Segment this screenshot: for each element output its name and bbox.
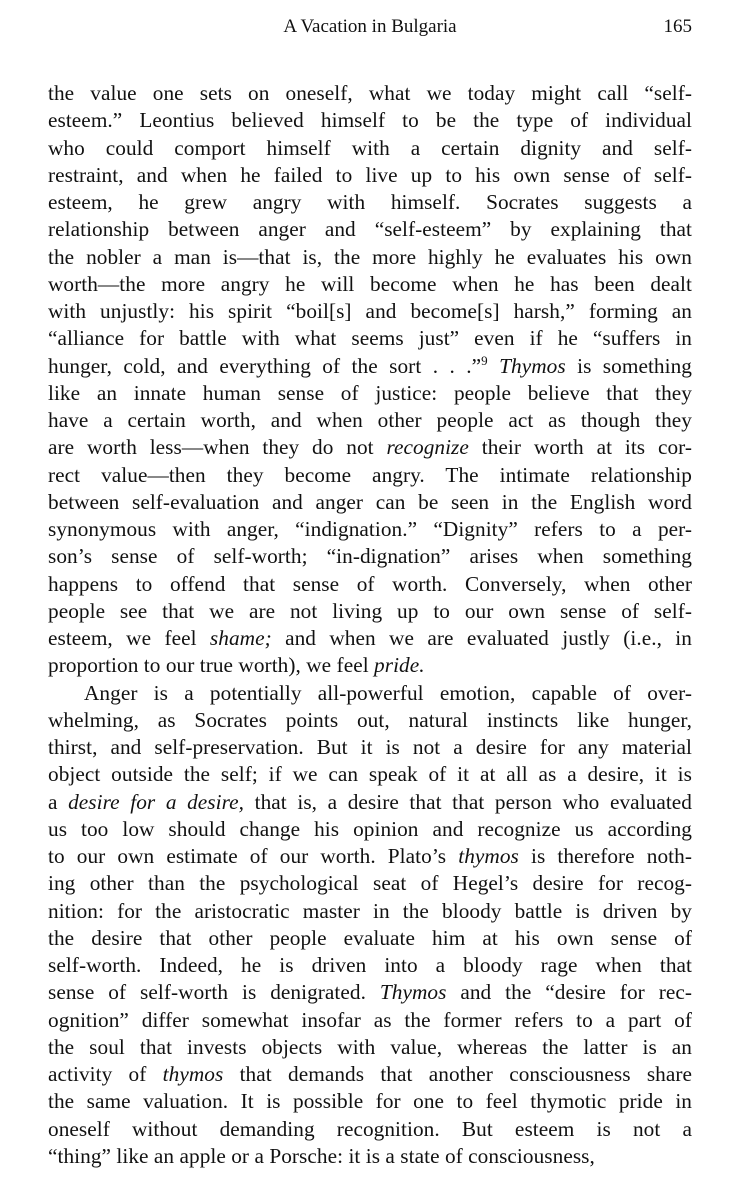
text-line [48,543,692,570]
footnote-reference: 9 [481,352,488,368]
text-segment: a [48,789,69,814]
text-segment: “alliance for battle with what seems just” even if he “suffers in [48,326,692,351]
italic-text: Thymos [379,980,447,1005]
text-segment: and when we are evaluated justly (i.e., in [271,626,692,650]
text-segment: us too low should change his opinion and recognize us according [48,816,692,841]
text-segment [488,354,499,378]
text-segment: esteem, he grew angry with himself. Socrates suggests a [48,190,692,214]
running-head: A Vacation in Bulgaria [283,16,457,37]
italic-text: thymos [458,844,519,868]
text-line [48,925,692,952]
text-segment: with unjustly: his spirit “boil[s] and become[s] harsh,” forming an [48,299,692,323]
text-segment: the soul that invests objects with value, whereas the latter is an [48,1034,692,1059]
text-segment: synonymous with anger, “indignation.” “Dignity” refers to a per- [48,517,692,541]
body-text [48,80,692,1170]
text-line [48,1143,692,1170]
text-segment: that demands that another consciousness share [223,1062,692,1086]
text-segment: hunger, cold, and everything of the sort . . .” [48,353,482,378]
text-line [48,898,692,925]
paragraph-1 [48,80,692,680]
text-line [48,1007,692,1034]
text-segment: rect value—then they become angry. The intimate relationship [48,462,692,487]
text-segment: nition: for the aristocratic master in the bloody battle is driven by [48,898,692,923]
text-segment: and the “desire for rec- [446,980,692,1005]
text-segment: the same valuation. It is possible for one to feel thymotic pride in [48,1089,692,1114]
text-segment: who could comport himself with a certain dignity and self- [48,135,692,160]
text-segment: is therefore noth- [518,844,692,868]
text-line [48,107,692,134]
italic-text: desire for a desire, [68,789,245,814]
text-line [48,325,692,352]
italic-text: recognize [386,435,469,460]
text-segment: self-worth. Indeed, he is driven into a bloody rage when that [48,953,692,977]
text-segment: happens to offend that sense of worth. Conversely, when other [48,571,692,596]
text-segment: son’s sense of self-worth; “in-dignation” arises when something [48,544,692,569]
text-segment: whelming, as Socrates points out, natural instincts like hunger, [48,707,692,732]
text-line [48,652,692,679]
italic-text: Thymos [499,353,566,378]
text-segment: activity of [48,1062,163,1086]
text-line [48,407,692,434]
text-line [48,789,692,816]
text-line [48,1116,692,1143]
text-segment: esteem, we feel [48,626,210,650]
paragraph-2 [48,680,692,1171]
text-segment: have a certain worth, and when other people act as though they [48,408,692,432]
text-segment: restraint, and when he failed to live up to his own sense of self- [48,162,692,187]
text-segment: esteem.” Leontius believed himself to be the type of individual [48,108,692,133]
text-segment: relationship between anger and “self-esteem” by explaining that [48,217,692,242]
page-number: 165 [663,16,692,37]
text-line [48,353,692,380]
text-line [48,870,692,897]
text-line [48,680,692,707]
text-segment: their worth at its cor- [468,435,692,460]
text-line [48,843,692,870]
text-segment: that is, a desire that that person who evaluated [244,789,692,814]
text-line [48,135,692,162]
text-segment: sense of self-worth is denigrated. [48,980,380,1005]
text-line [48,1034,692,1061]
text-segment: the nobler a man is—that is, the more highly he evaluates his own [48,244,692,269]
text-line [48,707,692,734]
text-line [48,489,692,516]
text-segment: worth—the more angry he will become when he has been dealt [48,271,692,296]
text-line [48,816,692,843]
text-line [48,380,692,407]
text-segment: like an innate human sense of justice: people believe that they [48,380,692,405]
text-line [48,244,692,271]
text-segment: the value one sets on oneself, what we today might call “self- [48,81,692,105]
italic-text: thymos [162,1062,224,1086]
italic-text: shame; [209,626,272,650]
text-segment: people see that we are not living up to our own sense of self- [48,598,692,623]
page-header [48,14,692,40]
text-segment: object outside the self; if we can speak of it at all as a desire, it is [48,762,692,787]
text-line [48,952,692,979]
text-line [48,216,692,243]
text-line [48,1061,692,1088]
text-line [48,298,692,325]
text-segment: oneself without demanding recognition. But esteem is not a [48,1116,692,1141]
text-line [48,271,692,298]
text-line [48,1088,692,1115]
text-segment: ognition” differ somewhat insofar as the former refers to a part of [48,1007,692,1032]
text-line [48,571,692,598]
text-line [48,80,692,107]
text-line [48,979,692,1006]
text-segment: ing other than the psychological seat of Hegel’s desire for recog- [48,871,692,896]
text-line [48,189,692,216]
text-segment: thirst, and self-preservation. But it is not a desire for any material [48,735,692,759]
italic-text: pride. [374,653,425,678]
text-segment: between self-evaluation and anger can be seen in the English word [48,489,692,514]
text-segment: are worth less—when they do not [48,435,387,460]
text-line [48,625,692,652]
text-line [48,516,692,543]
text-line [48,162,692,189]
text-segment: “thing” like an apple or a Porsche: it is a state of consciousness, [48,1143,595,1168]
text-line [48,598,692,625]
text-segment: to our own estimate of our worth. Plato’s [48,844,459,868]
text-segment: proportion to our true worth), we feel [48,653,375,678]
text-line [48,434,692,461]
text-line [48,462,692,489]
text-segment: Anger is a potentially all-powerful emotion, capable of over- [84,680,692,705]
text-segment: is something [565,353,692,378]
text-line [48,761,692,788]
text-line [48,734,692,761]
text-segment: the desire that other people evaluate him at his own sense of [48,925,692,950]
